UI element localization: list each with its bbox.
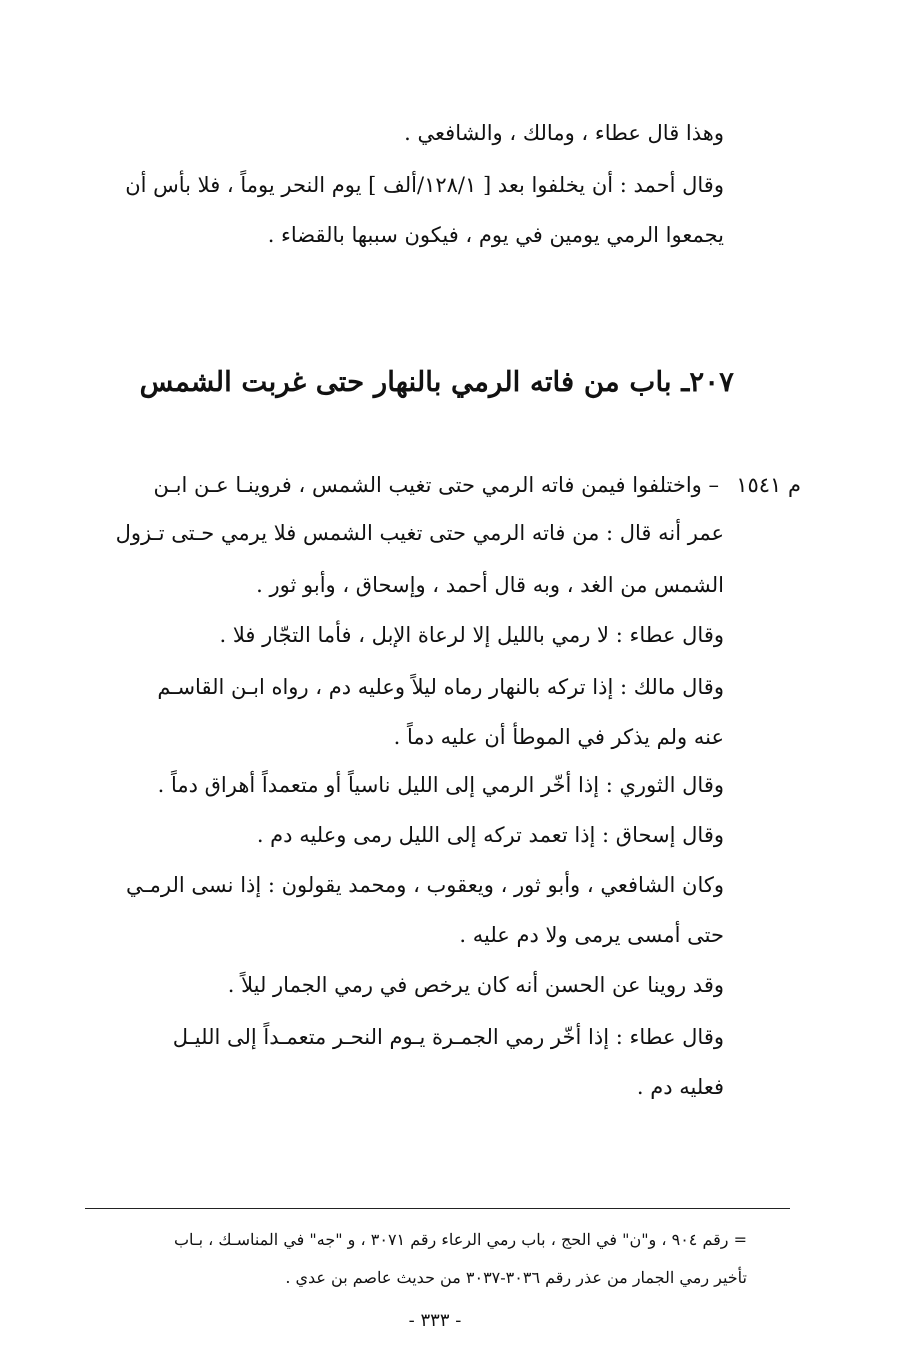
top-paragraph-line: وهذا قال عطاء ، ومالك ، والشافعي . [404,121,724,145]
top-paragraph-line: وقال أحمد : أن يخلفوا بعد [ ١٢٨/١/ألف ] يوم النحر يوماً ، فلا بأس أن [125,173,724,197]
footnote-line: = رقم ٩٠٤ ، و"ن" في الحج ، باب رمي الرعاء رقم ٣٠٧١ ، و "جه" في المناسـك ، بـاب [173,1230,747,1249]
chapter-heading: ٢٠٧ـ باب من فاته الرمي بالنهار حتى غربت الشمس [139,365,734,398]
body-line: الشمس من الغد ، وبه قال أحمد ، وإسحاق ، وأبو ثور . [256,573,724,597]
entry-marker: م ١٥٤١ [736,473,801,497]
body-line: فعليه دم . [636,1075,724,1099]
body-line: وقال إسحاق : إذا تعمد تركه إلى الليل رمى وعليه دم . [256,823,724,847]
footnote-line: تأخير رمي الجمار من عذر رقم ٣٠٣٦-٣٠٣٧ من حديث عاصم بن عدي . [285,1268,747,1287]
body-line: وقال الثوري : إذا أخّر الرمي إلى الليل ناسياً أو متعمداً أهراق دماً . [157,773,724,797]
body-line: وقال عطاء : لا رمي بالليل إلا لرعاة الإبل ، فأما التجّار فلا . [219,623,724,647]
body-line: وكان الشافعي ، وأبو ثور ، ويعقوب ، ومحمد يقولون : إذا نسى الرمـي [126,873,724,897]
body-line: عنه ولم يذكر في الموطأ أن عليه دماً . [393,725,724,749]
body-line: عمر أنه قال : من فاته الرمي حتى تغيب الشمس فلا يرمي حـتى تـزول [115,521,724,545]
body-line: وقال عطاء : إذا أخّر رمي الجمـرة يـوم النحـر متعمـداً إلى الليـل [172,1025,724,1049]
page-number: - ٣٣٣ - [408,1310,462,1331]
body-line: وقال مالك : إذا تركه بالنهار رماه ليلاً وعليه دم ، رواه ابـن القاسـم [157,675,724,699]
top-paragraph-line: يجمعوا الرمي يومين في يوم ، فيكون سببها بالقضاء . [267,223,724,247]
body-line: – واختلفوا فيمن فاته الرمي حتى تغيب الشمس ، فروينـا عـن ابـن [153,473,719,497]
footnote-separator [85,1208,790,1209]
body-line: حتى أمسى يرمى ولا دم عليه . [459,923,724,947]
body-line: وقد روينا عن الحسن أنه كان يرخص في رمي الجمار ليلاً . [227,973,724,997]
